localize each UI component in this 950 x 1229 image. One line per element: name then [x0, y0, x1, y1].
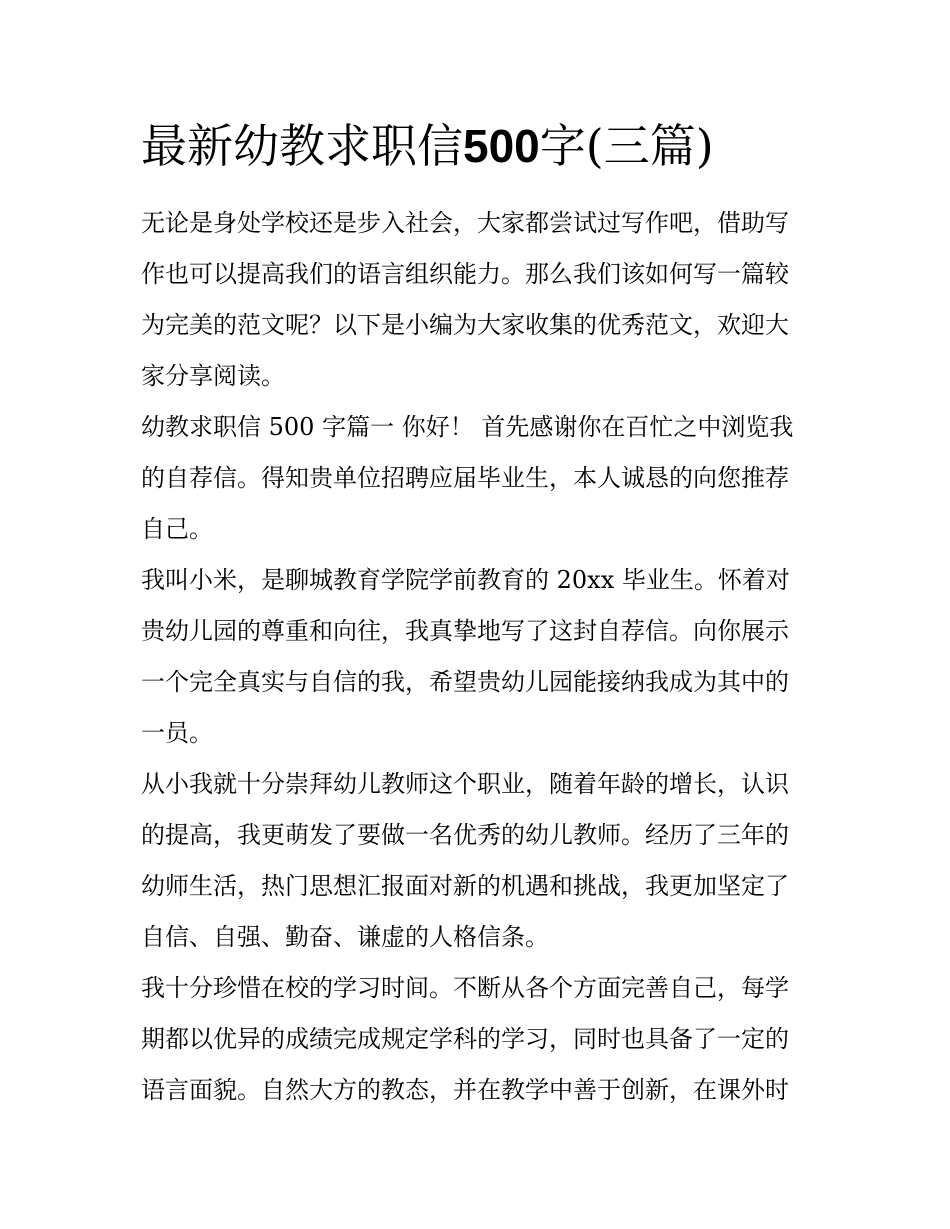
text-line: 幼教求职信 500 字篇一 你好！ 首先感谢你在百忙之中浏览我: [141, 413, 794, 441]
text-line: 作也可以提高我们的语言组织能力。那么我们该如何写一篇较: [141, 260, 789, 288]
paragraph-5: [141, 963, 813, 1116]
paragraph-3: [141, 555, 813, 759]
document-body: [141, 198, 813, 1116]
text-line: 我叫小米，是聊城教育学院学前教育的 20xx 毕业生。怀着对: [141, 566, 790, 594]
text-line: 自信、自强、勤奋、谦虚的人格信条。: [141, 923, 549, 951]
text-line: 无论是身处学校还是步入社会，大家都尝试过写作吧，借助写: [141, 209, 789, 237]
text-line: 幼师生活，热门思想汇报面对新的机遇和挑战，我更加坚定了: [141, 872, 789, 900]
title-number: 500: [463, 120, 540, 172]
text-line: 为完美的范文呢？以下是小编为大家收集的优秀范文，欢迎大: [141, 311, 789, 339]
text-line: 的自荐信。得知贵单位招聘应届毕业生，本人诚恳的向您推荐: [141, 464, 789, 492]
paragraph-4: [141, 759, 813, 963]
text-line: 语言面貌。自然大方的教态，并在教学中善于创新，在课外时: [141, 1076, 789, 1104]
text-line: 贵幼儿园的尊重和向往，我真挚地写了这封自荐信。向你展示: [141, 617, 789, 645]
paragraph-2: [141, 402, 813, 555]
title-suffix: 字(三篇): [539, 119, 714, 173]
text-line: 一员。: [141, 719, 213, 747]
paragraph-1: [141, 198, 813, 402]
text-line: 一个完全真实与自信的我，希望贵幼儿园能接纳我成为其中的: [141, 668, 789, 696]
document-title: [141, 114, 821, 178]
text-line: 自己。: [141, 515, 213, 543]
text-line: 的提高，我更萌发了要做一名优秀的幼儿教师。经历了三年的: [141, 821, 789, 849]
text-line: 我十分珍惜在校的学习时间。不断从各个方面完善自己，每学: [141, 974, 789, 1002]
text-line: 家分享阅读。: [141, 362, 285, 390]
text-line: 期都以优异的成绩完成规定学科的学习，同时也具备了一定的: [141, 1025, 789, 1053]
title-prefix: 最新幼教求职信: [141, 119, 463, 173]
text-line: 从小我就十分崇拜幼儿教师这个职业，随着年龄的增长，认识: [141, 770, 789, 798]
